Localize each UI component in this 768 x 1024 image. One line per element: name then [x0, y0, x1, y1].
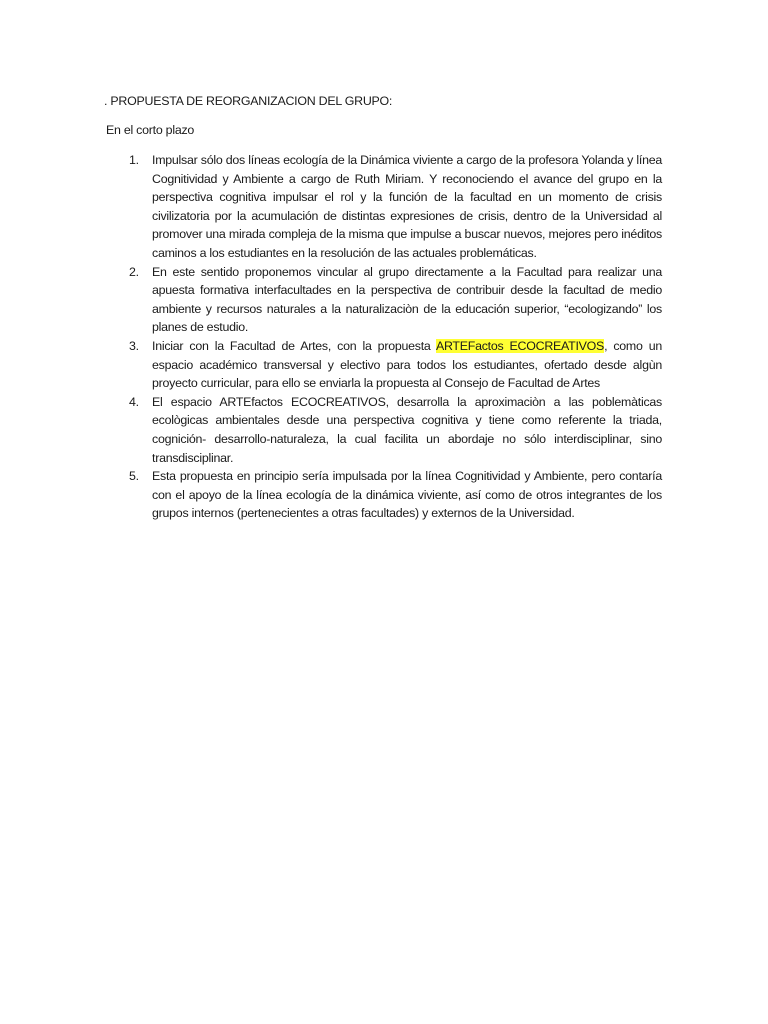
- item-number: 1.: [129, 153, 139, 167]
- item-text-before: Iniciar con la Facultad de Artes, con la propuesta: [152, 338, 436, 353]
- item-text: Impulsar sólo dos líneas ecología de la Dinámica viviente a cargo de la profesora Yolanda y línea Cognitividad y Ambiente a cargo de Ruth Miriam. Y reconociendo el avance del grupo en la perspectiva cognitiva impulsar el rol y la función de la facultad en un momento de crisis civilizatoria por la acumulación de distintas expresiones de crisis, dentro de la Universidad al promover una mirada compleja de la misma que impulse a buscar nuevos, mejores pero inéditos caminos a los estudiantes en la resolución de las actuales problemáticas.: [152, 153, 662, 260]
- item-number: 4.: [129, 394, 139, 409]
- list-item: [129, 263, 662, 337]
- item-text-after: , como un espacio académico transversal y electivo para todos los estudiantes, ofertado desde algùn proyecto curricular, para ello se enviarla la propuesta al Consejo de Facultad de Artes: [152, 338, 662, 391]
- proposal-list: [129, 151, 662, 523]
- item-number: 3.: [129, 338, 139, 353]
- item-number: 5.: [129, 469, 139, 484]
- subsection-heading: En el corto plazo: [106, 123, 195, 137]
- list-item: [129, 467, 662, 523]
- item-number: 2.: [129, 264, 139, 279]
- item-text: En este sentido proponemos vincular al grupo directamente a la Facultad para realizar una apuesta formativa interfacultades en la perspectiva de contribuir desde la facultad de medio ambiente y recursos naturales a la naturalizaciòn de la educación superior, “ecologizando” los planes de estudio.: [152, 264, 662, 335]
- list-item: [129, 393, 662, 467]
- item-text: El espacio ARTEfactos ECOCREATIVOS, desarrolla la aproximaciòn a las poblemàticas ecològicas ambientales desde una perspectiva cognitiva y tiene como referente la triada, cognición- desarrollo-naturaleza, la cual facilita un abordaje no sólo interdisciplinar, sino transdisciplinar.: [152, 394, 662, 465]
- highlighted-text: ARTEFactos ECOCREATIVOS: [435, 338, 605, 353]
- list-item: [129, 337, 662, 393]
- list-item: [129, 151, 662, 263]
- item-text: Esta propuesta en principio sería impulsada por la línea Cognitividad y Ambiente, pero contaría con el apoyo de la línea ecología de la dinámica viviente, así como de otros integrantes de los grupos internos (pertenecientes a otras facultades) y externos de la Universidad.: [152, 469, 662, 521]
- section-heading: . PROPUESTA DE REORGANIZACION DEL GRUPO:: [104, 94, 393, 108]
